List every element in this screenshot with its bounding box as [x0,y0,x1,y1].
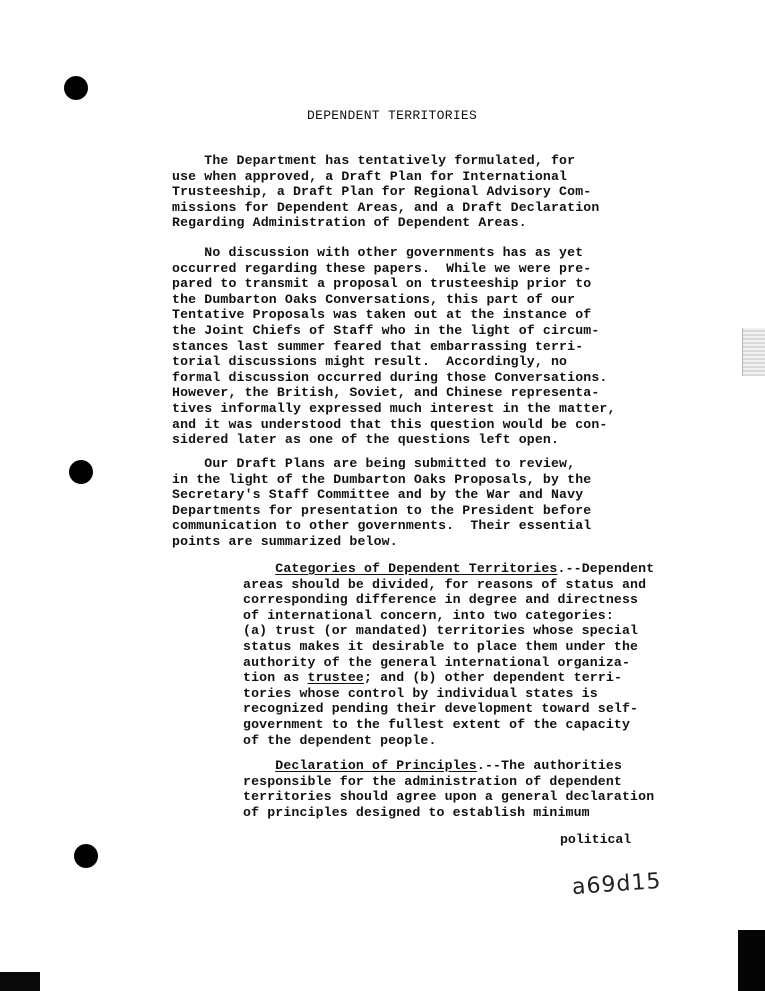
section-heading: Declaration of Principles [275,758,477,773]
punch-hole-icon [69,460,93,484]
handwritten-note: a69d15 [571,868,663,901]
scan-edge-shading [742,328,765,376]
scan-edge-bottom-left [0,972,40,991]
paragraph-draft-plans: Our Draft Plans are being submitted to review, in the light of the Dumbarton Oaks Proposals, by the Secretary's Staff Committee and by the War and Navy Departments for presentation to the President before communication to other governments. Their essential points are summarized below. [172,456,592,549]
punch-hole-icon [64,76,88,100]
paragraph-categories: Categories of Dependent Territories.--Dependent areas should be divided, for reasons of status and corresponding difference in degree and directness of international concern, into two categories: (a) trust (or mandated) territories whose special status makes it desirable to place them under the authority of the general international organiza- tion as trustee; and (b) other dependent terri- tories whose control by individual states is recognized pending their development toward self- government to the fullest extent of the capacity of the dependent people. [243,561,655,748]
underlined-term: trustee [307,670,364,686]
punch-hole-icon [74,844,98,868]
paragraph-intro: The Department has tentatively formulated, for use when approved, a Draft Plan for International Trusteeship, a Draft Plan for Regional Advisory Com- missions for Dependent Areas, and a Draft Declaration Regarding Administration of Dependent Areas. [172,153,600,231]
continuation-word: political [560,832,632,847]
section-heading: Categories of Dependent Territories [275,561,558,576]
paragraph-declaration: Declaration of Principles.--The authorities responsible for the administration of dependent territories should agree upon a general declaration of principles designed to establish minimum [243,758,655,820]
document-title: DEPENDENT TERRITORIES [307,108,478,123]
scan-edge-bottom-right [738,930,765,991]
paragraph-no-discussion: No discussion with other governments has as yet occurred regarding these papers. While we were pre- pared to transmit a proposal on trusteeship prior to the Dumbarton Oaks Conversations, this part of our Tentative Proposals was taken out at the instance of the Joint Chiefs of Staff who in the light of circum- stances last summer feared that embarrassing terri- torial discussions might result. Accordingly, no formal discussion occurred during those Conversations. However, the British, Soviet, and Chinese representa- tives informally expressed much interest in the matter, and it was understood that this question would be con- sidered later as one of the questions left open. [172,245,616,448]
